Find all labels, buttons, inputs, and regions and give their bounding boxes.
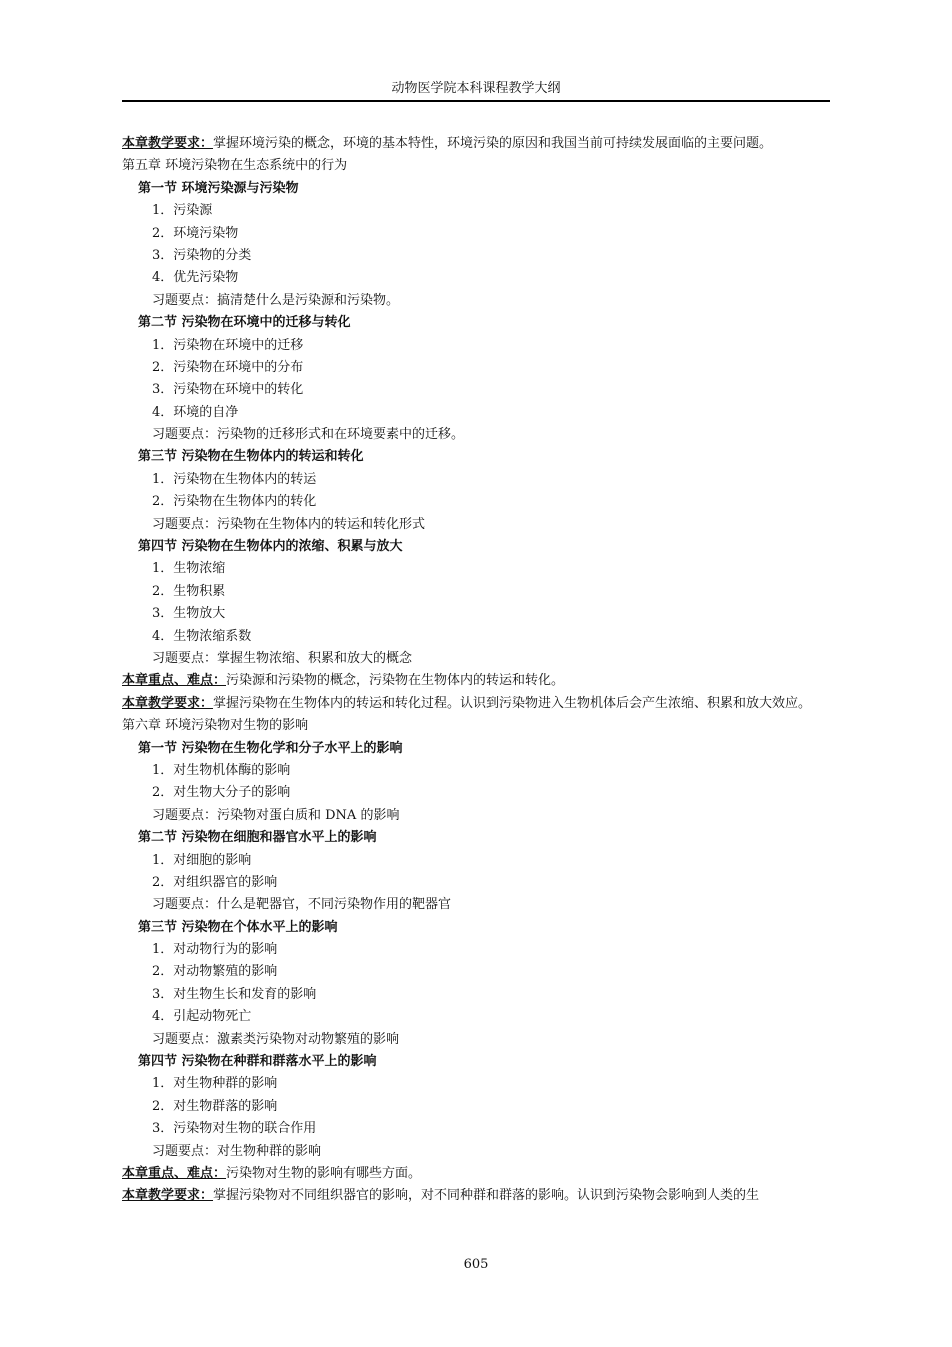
text-line	[122, 581, 834, 603]
text-line	[122, 290, 834, 312]
text-line	[122, 1118, 834, 1140]
line-text: 2．环境污染物	[152, 225, 239, 241]
text-line	[122, 558, 834, 580]
section-label: 本章重点、难点：	[122, 673, 227, 689]
line-text: 第二节 污染物在细胞和器官水平上的影响	[138, 830, 377, 846]
text-line	[122, 155, 834, 177]
line-text: 第一节 污染物在生物化学和分子水平上的影响	[138, 740, 403, 756]
line-text: 习题要点：激素类污染物对动物繁殖的影响	[152, 1031, 400, 1047]
line-text: 第一节 环境污染源与污染物	[138, 180, 299, 196]
text-line	[122, 1163, 834, 1185]
line-text: 习题要点：对生物种群的影响	[152, 1143, 322, 1159]
line-text: 1．污染物在生物体内的转运	[152, 471, 317, 487]
text-line	[122, 626, 834, 648]
line-text: 2．对生物大分子的影响	[152, 785, 291, 801]
section-label: 本章教学要求：	[122, 1188, 214, 1204]
text-line	[122, 715, 834, 737]
text-line	[122, 939, 834, 961]
line-text: 第五章 环境污染物在生态系统中的行为	[122, 158, 348, 174]
line-text: 1．对细胞的影响	[152, 852, 252, 868]
line-text: 2．污染物在生物体内的转化	[152, 494, 317, 510]
line-text: 3．污染物对生物的联合作用	[152, 1121, 317, 1137]
text-line	[122, 648, 834, 670]
line-text: 4．环境的自净	[152, 404, 239, 420]
line-text: 1．对生物机体酶的影响	[152, 762, 291, 778]
text-line	[122, 760, 834, 782]
line-text: 4．生物浓缩系数	[152, 628, 252, 644]
line-text: 2．对生物群落的影响	[152, 1098, 278, 1114]
page-number: 605	[463, 1257, 489, 1272]
line-text: 4．优先污染物	[152, 270, 239, 286]
line-text: 1．污染源	[152, 203, 213, 219]
text-line	[122, 424, 834, 446]
line-text: 习题要点：污染物对蛋白质和 DNA 的影响	[152, 807, 400, 823]
text-line	[122, 178, 834, 200]
text-line	[122, 357, 834, 379]
line-text: 习题要点：什么是靶器官，不同污染物作用的靶器官	[152, 897, 452, 913]
line-text: 1．生物浓缩	[152, 561, 226, 577]
line-text: 污染源和污染物的概念，污染物在生物体内的转运和转化。	[226, 673, 565, 689]
text-line	[122, 1073, 834, 1095]
line-text: 3．污染物的分类	[152, 247, 252, 263]
text-line	[122, 514, 834, 536]
line-text: 第三节 污染物在个体水平上的影响	[138, 919, 338, 935]
line-text: 1．对动物行为的影响	[152, 942, 278, 958]
line-text: 2．对组织器官的影响	[152, 874, 278, 890]
text-line	[122, 446, 834, 468]
text-line	[122, 402, 834, 424]
line-text: 第三节 污染物在生物体内的转运和转化	[138, 449, 364, 465]
page-header: 动物医学院本科课程教学大纲	[391, 81, 561, 96]
line-text: 3．污染物在环境中的转化	[152, 382, 304, 398]
text-line	[122, 670, 834, 692]
line-text: 3．生物放大	[152, 606, 226, 622]
text-line	[122, 961, 834, 983]
line-text: 2．对动物繁殖的影响	[152, 964, 278, 980]
text-line	[122, 827, 834, 849]
line-text: 第四节 污染物在种群和群落水平上的影响	[138, 1054, 377, 1070]
line-text: 掌握环境污染的概念，环境的基本特性，环境污染的原因和我国当前可持续发展面临的主要问题。	[213, 136, 773, 151]
document-body	[122, 133, 834, 1208]
text-line	[122, 738, 834, 760]
line-text: 习题要点：污染物在生物体内的转运和转化形式	[152, 516, 426, 532]
text-line	[122, 200, 834, 222]
text-line	[122, 1029, 834, 1051]
text-line	[122, 917, 834, 939]
line-text: 习题要点：污染物的迁移形式和在环境要素中的迁移。	[152, 427, 465, 443]
text-line	[122, 1051, 834, 1073]
line-text: 2．污染物在环境中的分布	[152, 359, 304, 375]
text-line	[122, 805, 834, 827]
header-rule	[122, 100, 830, 102]
line-text: 第二节 污染物在环境中的迁移与转化	[138, 315, 351, 331]
line-text: 掌握污染物对不同组织器官的影响，对不同种群和群落的影响。认识到污染物会影响到人类的生	[213, 1188, 760, 1204]
text-line	[122, 312, 834, 334]
text-line	[122, 1006, 834, 1028]
text-line	[122, 1185, 834, 1207]
text-line	[122, 469, 834, 491]
text-line	[122, 335, 834, 357]
line-text: 3．对生物生长和发育的影响	[152, 986, 317, 1002]
section-label: 本章重点、难点：	[122, 1165, 227, 1181]
text-line	[122, 782, 834, 804]
text-line	[122, 267, 834, 289]
line-text: 掌握污染物在生物体内的转运和转化过程。认识到污染物进入生物机体后会产生浓缩、积累和放大效应。	[213, 695, 812, 711]
line-text: 第六章 环境污染物对生物的影响	[122, 718, 309, 734]
text-line	[122, 603, 834, 625]
text-line	[122, 872, 834, 894]
text-line	[122, 984, 834, 1006]
text-line	[122, 894, 834, 916]
section-label: 本章教学要求：	[122, 136, 214, 151]
text-line	[122, 1096, 834, 1118]
line-text: 1．污染物在环境中的迁移	[152, 337, 304, 353]
text-line	[122, 223, 834, 245]
text-line	[122, 693, 834, 715]
line-text: 习题要点：掌握生物浓缩、积累和放大的概念	[152, 650, 413, 666]
line-text: 习题要点：搞清楚什么是污染源和污染物。	[152, 292, 400, 308]
line-text: 第四节 污染物在生物体内的浓缩、积累与放大	[138, 539, 403, 555]
line-text: 污染物对生物的影响有哪些方面。	[226, 1165, 422, 1181]
line-text: 2．生物积累	[152, 583, 226, 599]
section-label: 本章教学要求：	[122, 695, 214, 711]
line-text: 1．对生物种群的影响	[152, 1076, 278, 1092]
text-line	[122, 850, 834, 872]
text-line	[122, 1141, 834, 1163]
text-line	[122, 379, 834, 401]
text-line	[122, 245, 834, 267]
text-line	[122, 133, 834, 155]
text-line	[122, 491, 834, 513]
text-line	[122, 536, 834, 558]
line-text: 4．引起动物死亡	[152, 1009, 252, 1025]
